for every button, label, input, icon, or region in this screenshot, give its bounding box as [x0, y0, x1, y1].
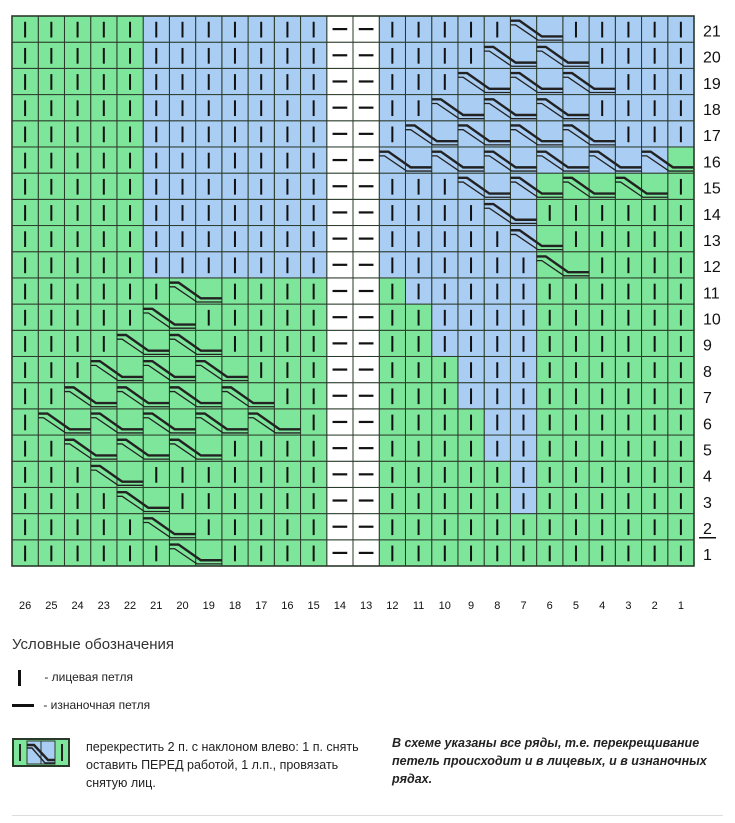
purl-symbol-icon [12, 704, 34, 707]
column-label: 19 [202, 600, 215, 612]
stitch-cell [642, 173, 668, 199]
column-label: 13 [359, 600, 373, 612]
stitch-cell [117, 356, 143, 382]
row-label: 18 [703, 102, 721, 119]
row-label: 21 [703, 23, 721, 41]
stitch-cell [589, 68, 615, 94]
stitch-cell [222, 409, 248, 435]
stitch-cell [117, 409, 143, 435]
stitch-cell [537, 173, 563, 199]
stitch-cell [169, 514, 195, 540]
column-label: 22 [123, 600, 137, 612]
stitch-cell [196, 330, 222, 356]
stitch-cell [248, 383, 274, 409]
row-label: 16 [703, 154, 721, 172]
column-label: 8 [494, 600, 501, 612]
stitch-cell [484, 173, 510, 199]
stitch-cell [537, 121, 563, 147]
stitch-cell [196, 278, 222, 304]
row-label: 8 [703, 363, 712, 381]
legend-knit-label: - лицевая петля [44, 670, 134, 685]
legend-knit [12, 670, 133, 686]
stitch-cell [91, 435, 117, 461]
column-label: 6 [546, 600, 553, 612]
row-label: 6 [703, 416, 712, 434]
stitch-cell [169, 304, 195, 330]
stitch-cell [117, 461, 143, 487]
stitch-cell [143, 435, 169, 461]
stitch-cell [458, 95, 484, 121]
stitch-cell [405, 147, 431, 173]
divider [12, 815, 723, 816]
row-label: 1 [703, 547, 712, 565]
row-label: 14 [703, 206, 721, 224]
row-label: 11 [703, 285, 720, 303]
column-label: 3 [625, 600, 632, 612]
row-label: 3 [703, 494, 712, 512]
stitch-cell [196, 540, 222, 566]
stitch-cell [510, 42, 536, 68]
column-label: 17 [255, 600, 268, 612]
stitch-cell [196, 383, 222, 409]
stitch-cell [143, 383, 169, 409]
column-label: 1 [677, 600, 684, 612]
row-label: 2 [703, 521, 712, 539]
row-label: 10 [703, 311, 721, 329]
stitch-cell [484, 121, 510, 147]
row-label: 20 [703, 49, 721, 67]
stitch-cell [484, 68, 510, 94]
column-label: 18 [228, 600, 242, 612]
stitch-cell [563, 252, 589, 278]
stitch-cell [64, 409, 90, 435]
legend-purl [12, 698, 150, 712]
column-label: 20 [176, 600, 189, 612]
stitch-cell [432, 121, 458, 147]
column-label: 10 [438, 600, 451, 612]
stitch-cell [537, 226, 563, 252]
row-label: 5 [703, 442, 712, 460]
column-label: 14 [333, 600, 347, 612]
stitch-cell [458, 147, 484, 173]
stitch-cell [668, 147, 694, 173]
column-label: 11 [412, 600, 425, 612]
column-label: 24 [71, 600, 84, 612]
column-label: 7 [520, 600, 527, 612]
knit-symbol-icon [18, 670, 21, 686]
stitch-cell [196, 435, 222, 461]
legend-cross [12, 738, 82, 772]
row-label: 4 [703, 468, 712, 486]
stitch-cell [589, 121, 615, 147]
column-label: 15 [307, 600, 320, 612]
stitch-cell [563, 147, 589, 173]
stitch-cell [563, 42, 589, 68]
row-label: 7 [703, 390, 712, 408]
column-label: 9 [467, 600, 475, 612]
legend-cross-label: перекрестить 2 п. с наклоном влево: 1 п. снять оставить ПЕРЕД работой, 1 л.п., провязать снятую лиц. [86, 740, 359, 790]
column-label: 4 [599, 600, 606, 612]
column-label: 23 [97, 600, 110, 612]
stitch-cell [91, 383, 117, 409]
row-label: 19 [703, 75, 721, 93]
row-label: 13 [703, 232, 721, 250]
stitch-cell [274, 409, 300, 435]
column-label: 5 [572, 600, 580, 612]
stitch-cell [510, 199, 536, 225]
column-label: 12 [386, 600, 399, 612]
row-label: 15 [703, 180, 721, 198]
column-label: 21 [150, 600, 163, 612]
row-label: 9 [703, 337, 712, 355]
stitch-cell [143, 330, 169, 356]
legend-title: Условные обозначения [12, 636, 175, 653]
cable-cross-icon [12, 738, 70, 768]
column-label: 25 [45, 600, 58, 612]
stitch-cell [169, 356, 195, 382]
stitch-cell [510, 95, 536, 121]
column-label: 26 [18, 600, 32, 612]
column-label: 16 [281, 600, 294, 612]
stitch-cell [615, 147, 641, 173]
stitch-cell [222, 356, 248, 382]
stitch-cell [143, 487, 169, 513]
stitch-cell [510, 147, 536, 173]
chart-note: В схеме указаны все ряды, т.е. перекрещивание петель происходит и в лицевых, и в изнаночных рядах. [392, 736, 707, 786]
stitch-cell [589, 173, 615, 199]
row-label: 17 [703, 128, 721, 146]
stitch-cell [537, 68, 563, 94]
legend-purl-label: - изнаночная петля [43, 698, 151, 712]
column-label: 2 [651, 600, 658, 612]
stitch-cell [563, 95, 589, 121]
stitch-cell [537, 16, 563, 42]
row-label: 12 [703, 259, 721, 277]
stitch-cell [169, 409, 195, 435]
